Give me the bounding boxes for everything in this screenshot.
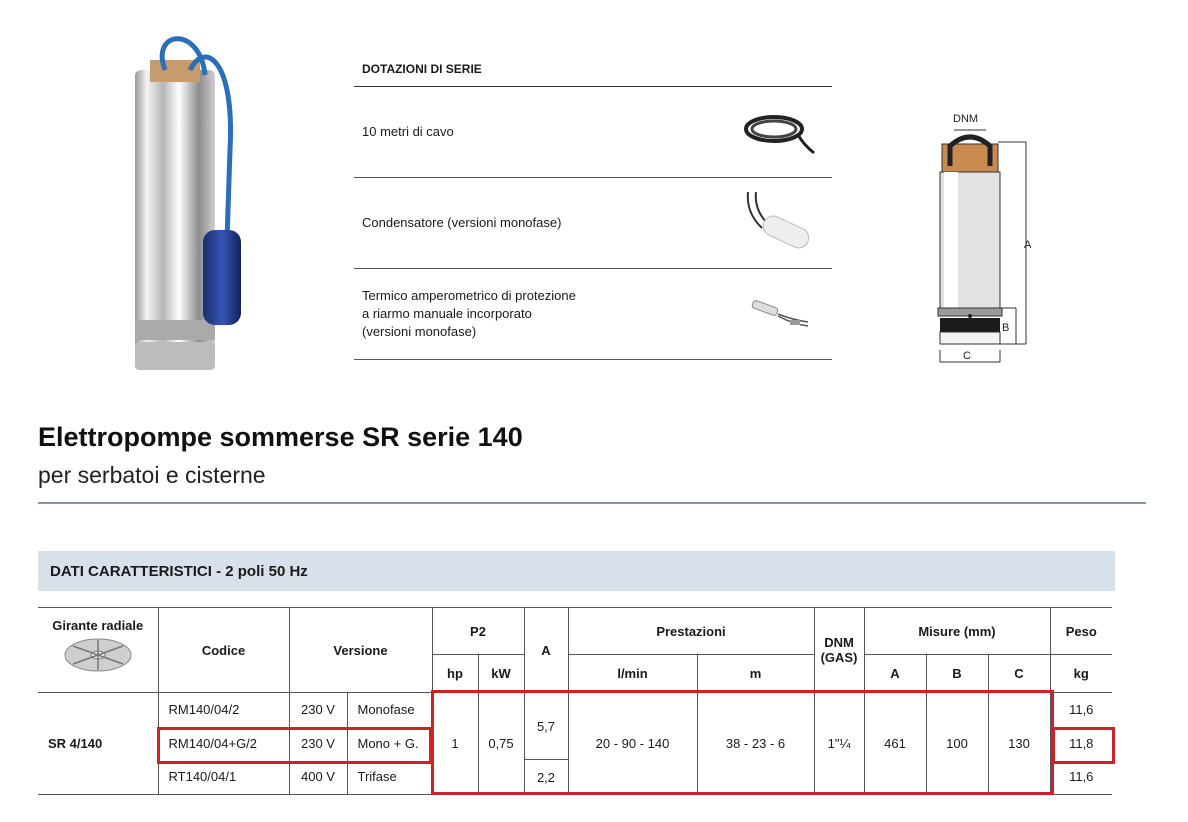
kg-header: kg bbox=[1050, 655, 1112, 693]
cable-coil-icon bbox=[738, 107, 818, 157]
a-header: A bbox=[864, 655, 926, 693]
equipment-item-cable bbox=[354, 87, 832, 178]
version-cell: Monofase bbox=[347, 693, 432, 727]
kg-cell: 11,8 bbox=[1069, 735, 1094, 751]
capacitor-icon bbox=[738, 188, 818, 258]
voltage-cell: 230 V bbox=[289, 727, 347, 760]
dnm-header: DNM (GAS) bbox=[814, 608, 864, 693]
b-cell: 100 bbox=[926, 693, 988, 795]
code-cell: RT140/04/1 bbox=[158, 760, 289, 795]
impeller-icon bbox=[63, 636, 133, 674]
m-header: m bbox=[697, 655, 814, 693]
standard-equipment-list bbox=[354, 50, 832, 360]
version-cell: Trifase bbox=[347, 760, 432, 795]
equipment-item-thermal bbox=[354, 269, 832, 360]
code-cell: RM140/04+G/2 bbox=[158, 727, 289, 760]
sizes-header: Misure (mm) bbox=[864, 608, 1050, 655]
code-header: Codice bbox=[158, 608, 289, 693]
section-header bbox=[38, 551, 1115, 591]
c-cell: 130 bbox=[988, 693, 1050, 795]
thermal-protector-icon bbox=[738, 294, 818, 334]
kw-cell: 0,75 bbox=[478, 693, 524, 795]
a-cell: 461 bbox=[864, 693, 926, 795]
hp-header: hp bbox=[432, 655, 478, 693]
amp-header: A bbox=[524, 608, 568, 693]
lmin-header: l/min bbox=[568, 655, 697, 693]
model-cell: SR 4/140 bbox=[38, 693, 158, 795]
equipment-item-capacitor bbox=[354, 178, 832, 269]
kg-cell: 11,6 bbox=[1050, 760, 1112, 795]
table-row bbox=[38, 693, 1112, 727]
dimension-drawing bbox=[900, 106, 1050, 366]
b-header: B bbox=[926, 655, 988, 693]
equipment-item-label: Condensatore (versioni monofase) bbox=[362, 215, 562, 230]
section-title: DATI CARATTERISTICI - 2 poli 50 Hz bbox=[50, 563, 308, 580]
performance-header: Prestazioni bbox=[568, 608, 814, 655]
code-cell: RM140/04/2 bbox=[158, 693, 289, 727]
hp-cell: 1 bbox=[432, 693, 478, 795]
page-title: Elettropompe sommerse SR serie 140 bbox=[38, 422, 523, 452]
amp-cell: 5,7 bbox=[524, 693, 568, 760]
voltage-cell: 400 V bbox=[289, 760, 347, 795]
dim-label-b: B bbox=[1002, 322, 1010, 334]
lmin-cell: 20 - 90 - 140 bbox=[568, 693, 697, 795]
equipment-heading: DOTAZIONI DI SERIE bbox=[354, 50, 832, 87]
voltage-cell: 230 V bbox=[289, 693, 347, 727]
equipment-item-label: Termico amperometrico di protezione a riarmo manuale incorporato (versioni monofase) bbox=[362, 288, 576, 339]
weight-header: Peso bbox=[1050, 608, 1112, 655]
dnm-cell: 1"¼ bbox=[814, 693, 864, 795]
kw-header: kW bbox=[478, 655, 524, 693]
c-header: C bbox=[988, 655, 1050, 693]
amp-cell: 2,2 bbox=[524, 760, 568, 795]
version-header: Versione bbox=[289, 608, 432, 693]
pump-photo bbox=[95, 30, 335, 375]
dim-label-a: A bbox=[1024, 239, 1032, 251]
title-divider bbox=[38, 502, 1146, 504]
equipment-item-label: 10 metri di cavo bbox=[362, 124, 454, 139]
m-cell: 38 - 23 - 6 bbox=[697, 693, 814, 795]
dim-label-dnm: DNM bbox=[953, 113, 979, 125]
kg-cell: 11,6 bbox=[1069, 702, 1094, 718]
dim-label-c: C bbox=[963, 350, 971, 362]
version-cell: Mono + G. bbox=[347, 727, 432, 760]
table-header-row bbox=[38, 608, 1112, 655]
impeller-header-cell bbox=[38, 608, 158, 693]
specs-table bbox=[38, 607, 1112, 795]
page-subtitle: per serbatoi e cisterne bbox=[38, 462, 266, 488]
impeller-header: Girante radiale bbox=[52, 618, 144, 633]
p2-header: P2 bbox=[432, 608, 524, 655]
